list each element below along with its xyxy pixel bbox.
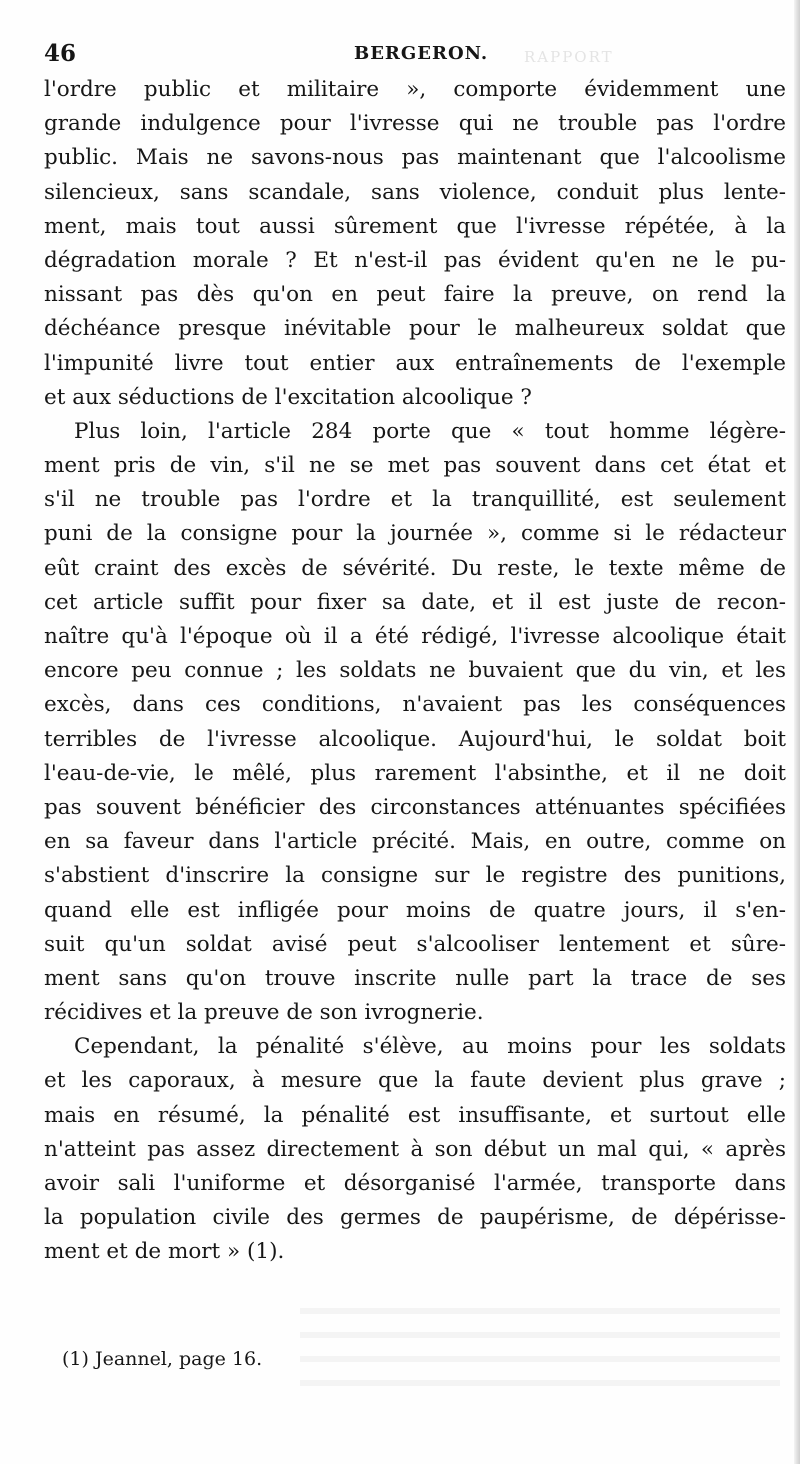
- text-line: nissant pas dès qu'on en peut faire la preuve, on rend la: [44, 282, 786, 308]
- text-line: puni de la consigne pour la journée », comme si le rédacteur: [44, 521, 786, 547]
- text-line: quand elle est infligée pour moins de quatre jours, il s'en-: [44, 897, 786, 923]
- text-line: l'ordre public et militaire », comporte évidemment une: [44, 77, 786, 102]
- page-header: [44, 40, 784, 70]
- text-line: silencieux, sans scandale, sans violence, conduit plus lente-: [44, 179, 786, 205]
- text-line: eût craint des excès de sévérité. Du reste, le texte même de: [44, 555, 786, 581]
- text-line: suit qu'un soldat avisé peut s'alcooliser lentement et sûre-: [44, 931, 786, 957]
- paragraph-start-line: Cependant, la pénalité s'élève, au moins pour les soldats: [74, 1034, 786, 1060]
- text-line: l'impunité livre tout entier aux entraînements de l'exemple: [44, 350, 786, 376]
- text-line: dégradation morale ? Et n'est-il pas évident qu'en ne le pu-: [44, 247, 786, 273]
- text-line: n'atteint pas assez directement à son début un mal qui, « après: [44, 1136, 786, 1162]
- text-line: et les caporaux, à mesure que la faute devient plus grave ;: [44, 1068, 786, 1094]
- paragraph-end-line: et aux séductions de l'excitation alcoolique ?: [44, 384, 532, 410]
- text-line: s'il ne trouble pas l'ordre et la tranquillité, est seulement: [44, 487, 786, 513]
- text-line: l'eau-de-vie, le mêlé, plus rarement l'absinthe, et il ne doit: [44, 760, 786, 786]
- text-line: public. Mais ne savons-nous pas maintenant que l'alcoolisme: [44, 145, 786, 171]
- paragraph-start-line: Plus loin, l'article 284 porte que « tout homme légère-: [74, 418, 786, 444]
- text-line: cet article suffit pour fixer sa date, et il est juste de recon-: [44, 589, 786, 615]
- text-line: grande indulgence pour l'ivresse qui ne trouble pas l'ordre: [44, 111, 786, 137]
- text-line: excès, dans ces conditions, n'avaient pas les conséquences: [44, 692, 786, 718]
- page-edge: [794, 0, 800, 1464]
- text-line: en sa faveur dans l'article précité. Mais, en outre, comme on: [44, 829, 786, 855]
- body-text: [44, 73, 786, 1270]
- show-through-heading: RAPPORT: [524, 48, 614, 66]
- text-line: ment sans qu'on trouve inscrite nulle part la trace de ses: [44, 965, 786, 991]
- text-line: déchéance presque inévitable pour le malheureux soldat que: [44, 316, 786, 342]
- text-line: ment pris de vin, s'il ne se met pas souvent dans cet état et: [44, 453, 786, 479]
- text-line: mais en résumé, la pénalité est insuffisante, et surtout elle: [44, 1102, 786, 1128]
- text-line: s'abstient d'inscrire la consigne sur le registre des punitions,: [44, 863, 786, 889]
- paragraph-end-line: ment et de mort » (1).: [44, 1239, 285, 1265]
- running-head: BERGERON.: [354, 43, 489, 64]
- text-line: la population civile des germes de paupérisme, de dépérisse-: [44, 1205, 786, 1231]
- text-line: ment, mais tout aussi sûrement que l'ivresse répétée, à la: [44, 213, 786, 239]
- show-through-shading: [300, 1290, 780, 1390]
- text-line: avoir sali l'uniforme et désorganisé l'armée, transporte dans: [44, 1171, 786, 1196]
- text-line: terribles de l'ivresse alcoolique. Aujourd'hui, le soldat boit: [44, 726, 786, 752]
- text-line: naître qu'à l'époque où il a été rédigé, l'ivresse alcoolique était: [44, 624, 786, 649]
- paragraph-end-line: récidives et la preuve de son ivrognerie.: [44, 1000, 484, 1026]
- text-line: encore peu connue ; les soldats ne buvaient que du vin, et les: [44, 658, 786, 684]
- text-line: pas souvent bénéficier des circonstances atténuantes spécifiées: [44, 794, 786, 820]
- page-number: 46: [44, 40, 77, 67]
- footnote: (1) Jeannel, page 16.: [62, 1348, 263, 1370]
